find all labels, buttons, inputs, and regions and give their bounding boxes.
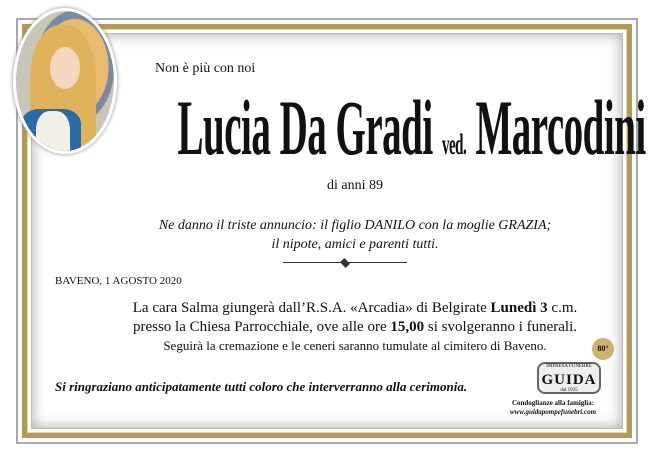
deceased-name (177, 84, 646, 185)
intro-text: Non è più con noi (155, 61, 256, 76)
name-main: Lucia Da Gradi (177, 84, 433, 171)
name-ved: ved. (441, 128, 467, 161)
thanks-text: Si ringraziano anticipatamente tutti coloro che interverranno alla cerimonia. (55, 379, 468, 394)
logo-since: dal 1935 (560, 388, 578, 393)
madonna-portrait (13, 8, 117, 154)
name-surname: Marcodini (475, 84, 646, 171)
age: di anni 89 (327, 178, 383, 193)
logo-name: GUIDA (541, 372, 597, 388)
text: c.m. (547, 300, 578, 316)
text: La cara Salma giungerà dall’R.S.A. «Arcadia» di Belgirate (132, 300, 491, 316)
condolences-label: Condoglianze alla famiglia: (511, 399, 595, 407)
announcement-line: il nipote, amici e parenti tutti. (271, 237, 439, 252)
body-line (0, 300, 650, 317)
text: si svolgeranno i funerali. (424, 319, 578, 335)
body-line (0, 319, 650, 336)
text: presso la Chiesa Parrocchiale, ove alle ore (132, 319, 391, 335)
announcement-line: Ne danno il triste annuncio: il figlio DANILO con la moglie GRAZIA; (158, 218, 552, 233)
funeral-home-logo (537, 362, 601, 394)
logo-top: IMPRESA FUNEBRE (546, 364, 592, 369)
ornament-divider (283, 261, 407, 265)
anniversary-badge: 80° (592, 338, 614, 360)
website-link[interactable]: www.guidapompefunebri.com (509, 408, 597, 416)
day: Lunedì 3 (490, 300, 548, 316)
body-line: Seguirà la cremazione e le ceneri saranno tumulate al cimitero di Baveno. (163, 338, 547, 353)
place-date: BAVENO, 1 AGOSTO 2020 (55, 275, 182, 287)
time: 15,00 (390, 319, 425, 335)
